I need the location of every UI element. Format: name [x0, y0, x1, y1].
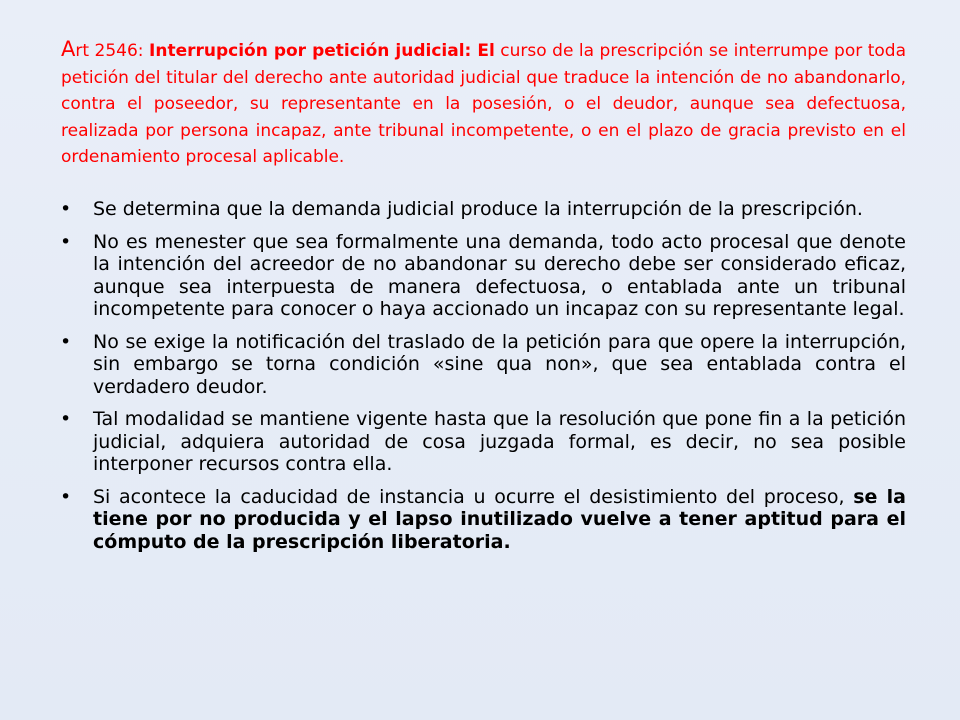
bullet-bold-text: se la tiene por no producida y el lapso inutilizado vuelve a tener aptitud para el cómputo de la prescripción liberatoria.: [93, 485, 906, 553]
bullet-item-4: [60, 408, 906, 476]
bullet-text: Se determina que la demanda judicial produce la interrupción de la prescripción.: [93, 198, 863, 220]
article-prefix: rt 2546:: [75, 41, 150, 61]
bullet-item-2: [60, 231, 906, 321]
bullet-icon: •: [60, 230, 72, 253]
bullet-icon: •: [60, 485, 72, 508]
bullet-list: [60, 198, 906, 563]
bullet-item-1: [60, 198, 906, 221]
article-prefix-initial: A: [61, 37, 76, 61]
bullet-icon: •: [60, 198, 72, 220]
article-paragraph: [61, 36, 906, 171]
bullet-text: No se exige la notificación del traslado de la petición para que opere la interrupción, sin embargo se torna condición «sine qua non», que sea entablada contra el verdadero deudor.: [93, 330, 906, 398]
article-body: curso de la prescripción se interrumpe por toda petición del titular del derecho ante autoridad judicial que traduce la intención de no abandonarlo, contra el poseedor, su representante en la posesión, o el deudor, aunque sea defectuosa, realizada por persona incapaz, ante tribunal incompetente, o en el plazo de gracia previsto en el ordenamiento procesal aplicable.: [61, 41, 907, 168]
article-heading: Interrupción por petición judicial: El: [149, 41, 495, 61]
bullet-icon: •: [60, 330, 72, 353]
bullet-icon: •: [60, 408, 72, 430]
bullet-text: No es menester que sea formalmente una demanda, todo acto procesal que denote la intención del acreedor de no abandonar su derecho debe ser considerado eficaz, aunque sea interpuesta de manera defectuosa, o entablada ante un tribunal incompetente para conocer o haya accionado un incapaz con su representante legal.: [93, 230, 906, 320]
bullet-item-3: [60, 331, 906, 399]
bullet-item-5: [60, 486, 906, 554]
bullet-text: Si acontece la caducidad de instancia u ocurre el desistimiento del proceso,: [93, 485, 854, 508]
bullet-text: Tal modalidad se mantiene vigente hasta que la resolución que pone fin a la petición judicial, adquiera autoridad de cosa juzgada formal, es decir, no sea posible interponer recursos contra ella.: [93, 408, 906, 475]
